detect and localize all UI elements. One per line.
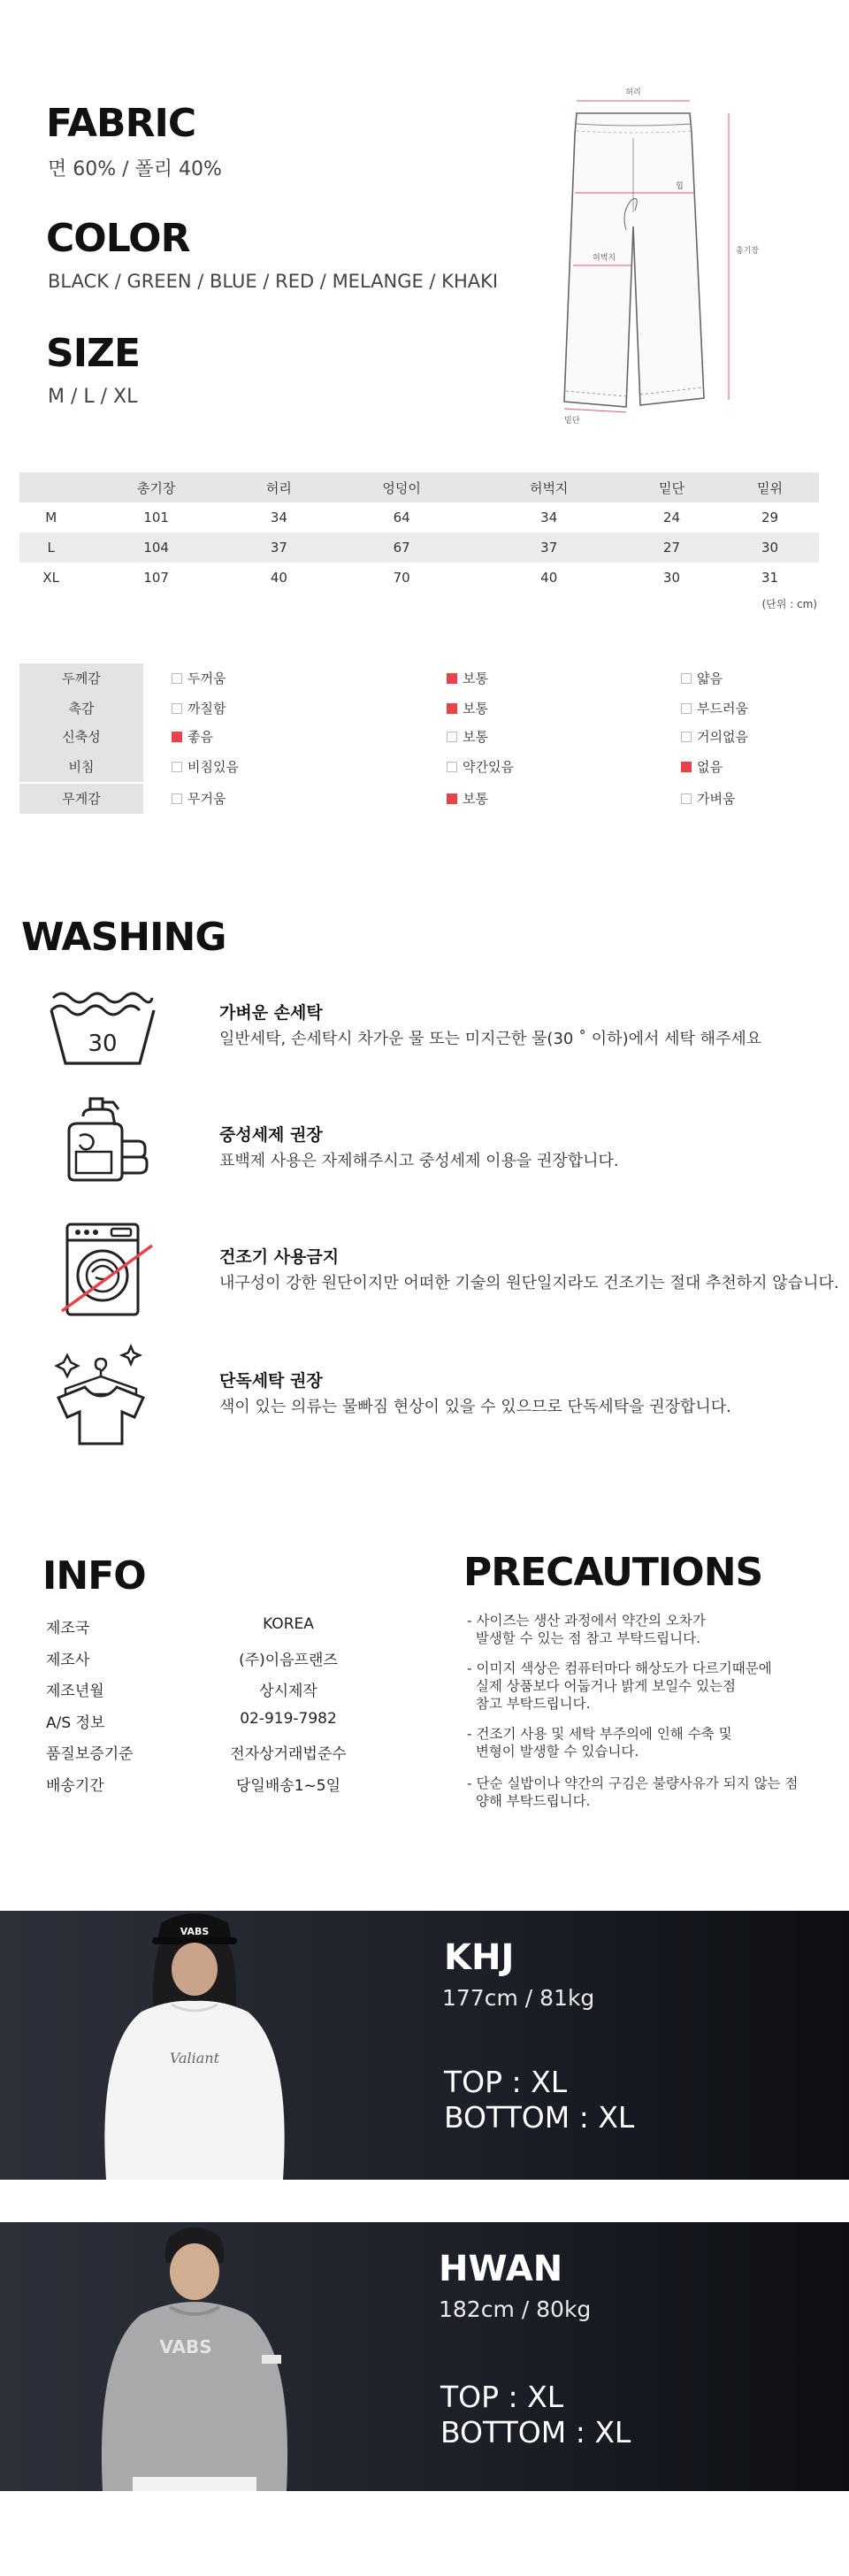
attribute-label: 촉감 [19,694,143,724]
fabric-title: FABRIC [46,101,196,146]
checkbox-empty-icon [681,703,692,714]
model-name: HWAN [439,2249,563,2289]
washing-title: WASHING [21,915,226,960]
size-cell: L [19,533,82,563]
size-cell: XL [42,570,59,586]
info-value: 전자상거래법준수 [230,1745,347,1764]
diagram-waist-label: 허리 [625,88,641,97]
attribute-option-label: 없음 [697,759,723,775]
hand-wash-30-icon [46,985,159,1070]
model-top-size: TOP : XL [444,2065,568,2099]
attribute-option [681,730,748,744]
color-title: COLOR [46,216,190,261]
attribute-row [19,694,819,724]
precaution-line: 변형이 발생할 수 있습니다. [467,1744,639,1760]
size-cell: 30 [662,570,681,586]
size-cell: 37 [230,533,328,563]
table-row [19,533,819,563]
wash-item-title: 중성세제 권장 [219,1125,323,1145]
attribute-option [447,730,488,744]
fabric-value: 면 60% / 폴리 40% [48,158,222,180]
size-unit-note: (단위 : cm) [761,598,817,610]
precaution-item [467,1725,794,1760]
attribute-option-label: 보통 [463,701,488,717]
attribute-option-label: 부드러움 [697,701,748,717]
info-label: 제조사 [46,1651,90,1669]
precaution-line: 참고 부탁드립니다. [467,1696,591,1712]
wash-item-desc: 표백제 사용은 자제해주시고 중성세제 이용을 권장합니다. [219,1152,619,1170]
attribute-option-label: 비침있음 [187,759,239,775]
model-shirt-text: VABS [159,2336,212,2358]
no-tumble-dry-icon [60,1219,156,1318]
model-bottom-size: BOTTOM : XL [440,2415,631,2450]
separate-wash-icon [50,1343,152,1447]
checkbox-empty-icon [172,794,182,804]
neutral-detergent-icon [64,1095,149,1184]
size-value: M / L / XL [48,386,138,408]
checkbox-empty-icon [681,794,692,804]
attribute-label: 무게감 [19,784,143,814]
precaution-line: 양해 부탁드립니다. [467,1793,591,1809]
attribute-option [172,730,213,744]
precautions-title: PRECAUTIONS [463,1550,763,1595]
wash-temp-label: 30 [88,1031,118,1057]
size-cell: 29 [761,510,779,525]
diagram-hip-label: 힙 [676,182,684,191]
checkbox-checked-icon [172,732,182,742]
size-cell: 104 [82,533,230,563]
size-header-cell: 허리 [230,472,328,502]
attribute-option-label: 보통 [463,791,488,807]
size-cell: 34 [540,510,558,525]
info-value: 상시제작 [259,1683,317,1701]
precaution-line: - 이미지 색상은 컴퓨터마다 해상도가 다르기때문에 [467,1660,772,1676]
attribute-option [681,702,748,716]
info-label: A/S 정보 [46,1714,105,1732]
precaution-line: 발생할 수 있는 점 참고 부탁드립니다. [467,1630,701,1646]
size-cell: 27 [623,533,721,563]
wash-item-title: 건조기 사용금지 [219,1247,340,1267]
size-cell: 67 [328,533,476,563]
model-bottom-size: BOTTOM : XL [444,2100,635,2135]
attribute-option [172,671,226,686]
attribute-option-label: 좋음 [187,729,213,745]
model-photo-khj [53,1911,336,2180]
info-title: INFO [42,1553,146,1598]
attribute-option-label: 두꺼움 [187,671,226,686]
checkbox-checked-icon [447,703,457,714]
attribute-row [19,663,819,694]
pants-outline [564,113,704,407]
size-cell: M [45,510,57,525]
model-cap-text: VABS [180,1926,210,1937]
model-photo-hwan [53,2222,336,2491]
size-header-cell: 총기장 [82,472,230,502]
attribute-option-label: 가벼움 [697,791,736,807]
size-cell: 30 [721,533,819,563]
attribute-option [172,702,226,716]
size-cell: 64 [393,510,410,525]
info-label: 품질보증기준 [46,1745,134,1764]
attribute-option [447,792,488,806]
attribute-row [19,722,819,752]
size-header-cell: 밑단 [623,472,721,502]
wash-item-desc: 일반세탁, 손세탁시 차가운 물 또는 미지근한 물(30 ˚ 이하)에서 세탁 해주세요 [219,1030,762,1048]
model-body-size: 177cm / 81kg [442,1985,595,2011]
size-cell: 40 [540,570,558,586]
color-value: BLACK / GREEN / BLUE / RED / MELANGE / KHAKI [48,271,499,292]
attribute-option-label: 거의없음 [697,729,748,745]
model-shirt-text: Valiant [169,2050,220,2066]
diagram-thigh-label: 허벅지 [593,254,616,263]
size-cell: 101 [143,510,169,525]
table-row [19,563,819,593]
attribute-option [172,760,239,774]
attribute-option [447,702,488,716]
pants-size-diagram [527,80,775,426]
checkbox-checked-icon [447,673,457,684]
attribute-row [19,752,819,782]
attribute-option-label: 약간있음 [463,759,514,775]
model-banner-khj [0,1911,849,2180]
size-cell: 107 [143,570,169,586]
attribute-option-label: 보통 [463,729,488,745]
checkbox-empty-icon [447,732,457,742]
size-table-header [19,472,819,502]
size-cell: 40 [270,570,287,586]
model-banner-hwan [0,2222,849,2491]
precaution-line: - 건조기 사용 및 세탁 부주의에 인해 수축 및 [467,1726,732,1742]
size-header-cell: 허벅지 [475,472,623,502]
info-value: 당일배송1~5일 [236,1777,340,1795]
checkbox-empty-icon [172,703,182,714]
checkbox-checked-icon [447,794,457,804]
table-row [19,502,819,533]
attribute-option-label: 무거움 [187,791,226,807]
info-value: KOREA [263,1615,314,1633]
info-label: 배송기간 [46,1777,104,1795]
checkbox-empty-icon [172,762,182,772]
precaution-item [467,1775,799,1810]
diagram-length-label: 총기장 [736,247,760,256]
attribute-row [19,784,819,814]
precaution-item [467,1612,794,1647]
diagram-hem-label: 밑단 [564,417,580,426]
attribute-label: 비침 [19,752,143,782]
attribute-option-label: 보통 [463,671,488,686]
size-cell: 70 [393,570,410,586]
precaution-line: 실제 상품보다 어둡거나 밝게 보일수 있는점 [467,1678,737,1694]
size-header-cell: 밑위 [721,472,819,502]
wash-item-desc: 내구성이 강한 원단이지만 어떠한 기술의 원단일지라도 건조기는 절대 추천하지 않습니다. [219,1274,839,1292]
precaution-item [467,1660,794,1713]
info-label: 제조년월 [46,1683,104,1701]
precaution-line: - 사이즈는 생산 과정에서 약간의 오차가 [467,1613,706,1629]
attribute-label: 신축성 [19,722,143,752]
wash-item-title: 단독세탁 권장 [219,1371,323,1391]
size-title: SIZE [46,331,141,376]
size-table [19,472,819,593]
wash-item-title: 가벼운 손세탁 [219,1003,323,1023]
checkbox-checked-icon [681,762,692,772]
size-cell: 34 [270,510,287,525]
info-value: (주)이음프랜즈 [239,1651,338,1669]
precaution-line: - 단순 실밥이나 약간의 구김은 불량사유가 되지 않는 점 [467,1775,799,1791]
attribute-option [447,760,514,774]
checkbox-empty-icon [681,732,692,742]
size-cell: 31 [761,570,779,586]
size-cell: 24 [662,510,681,525]
info-value: 02-919-7982 [240,1709,337,1728]
checkbox-empty-icon [447,762,457,772]
model-top-size: TOP : XL [440,2380,564,2414]
checkbox-empty-icon [681,673,692,684]
attribute-option [681,792,735,806]
attribute-option [681,760,723,774]
attribute-option [681,671,723,686]
checkbox-empty-icon [172,673,182,684]
size-cell: 37 [475,533,623,563]
size-header-cell [19,472,82,502]
model-name: KHJ [444,1937,515,1978]
attribute-option [447,671,488,686]
attribute-option-label: 얇음 [697,671,723,686]
model-body-size: 182cm / 80kg [439,2296,592,2322]
info-label: 제조국 [46,1620,90,1637]
wash-item-desc: 색이 있는 의류는 물빠짐 현상이 있을 수 있으므로 단독세탁을 권장합니다. [219,1398,731,1416]
attribute-label: 두께감 [19,663,143,694]
size-header-cell: 엉덩이 [328,472,476,502]
attribute-option [172,792,226,806]
attribute-option-label: 까칠함 [187,701,226,717]
